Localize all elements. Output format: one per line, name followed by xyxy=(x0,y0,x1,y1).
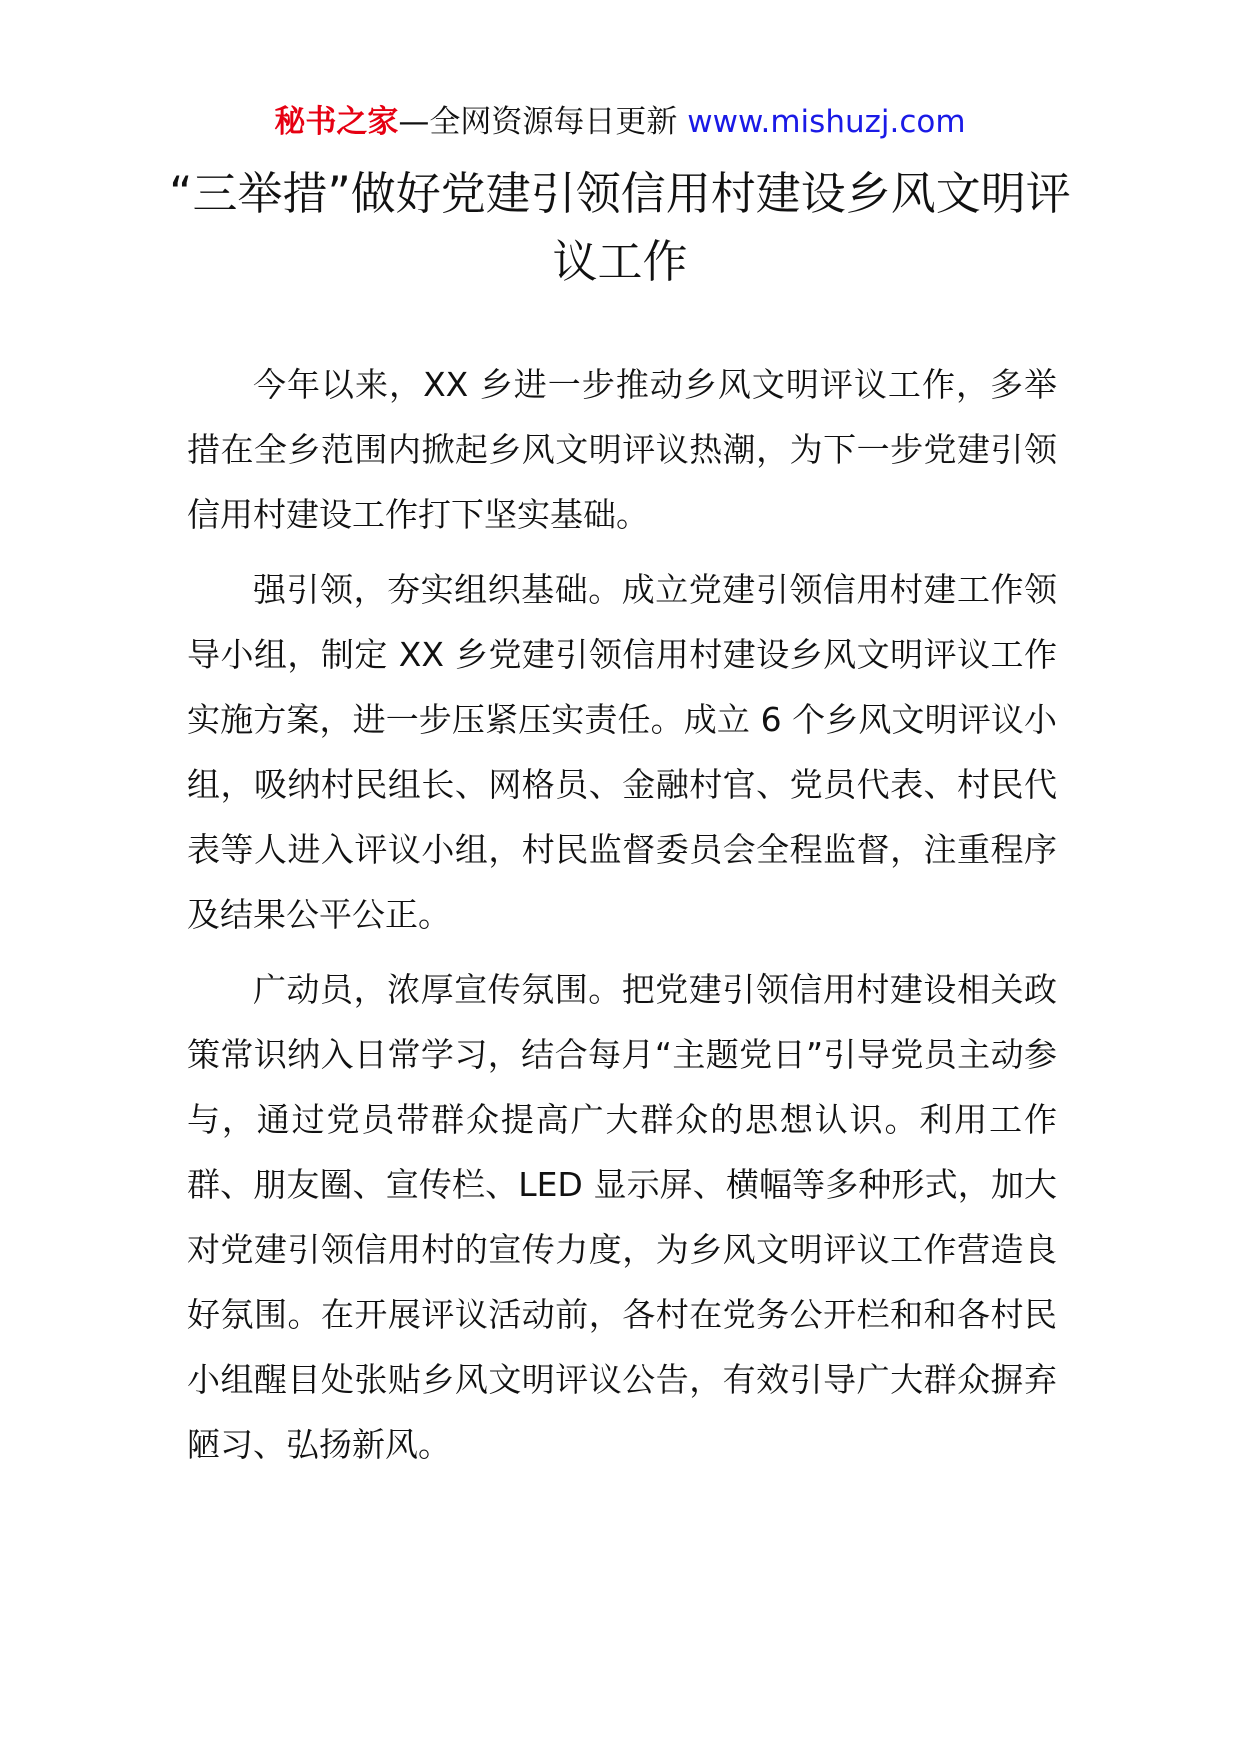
banner-slogan: —全网资源每日更新 xyxy=(398,104,678,140)
paragraph-intro: 今年以来，XX 乡进一步推动乡风文明评议工作，多举措在全乡范围内掀起乡风文明评议热潮，为下一步党建引领信用村建设工作打下坚实基础。 xyxy=(187,365,1057,534)
document-body xyxy=(187,352,1057,1487)
paragraph-mobilization: 广动员，浓厚宣传氛围。把党建引领信用村建设相关政策常识纳入日常学习，结合每月“主题党日”引导党员主动参与，通过党员带群众提高广大群众的思想认识。利用工作群、朋友圈、宣传栏、LED 显示屏、横幅等多种形式，加大对党建引领信用村的宣传力度，为乡风文明评议工作营造良好氛围。在开展评议活动前，各村在党务公开栏和和各村民小组醒目处张贴乡风文明评议公告，有效引导广大群众摒弃陋习、弘扬新风。 xyxy=(187,970,1057,1464)
site-url-link[interactable]: www.mishuzj.com xyxy=(687,104,966,140)
brand-name: 秘书之家 xyxy=(274,104,399,140)
document-title: “三举措”做好党建引领信用村建设乡风文明评议工作 xyxy=(169,167,1071,288)
site-banner xyxy=(0,100,1240,144)
paragraph-leadership: 强引领，夯实组织基础。成立党建引领信用村建工作领导小组，制定 XX 乡党建引领信用村建设乡风文明评议工作实施方案，进一步压紧压实责任。成立 6 个乡风文明评议小组，吸纳村民组长、网格员、金融村官、党员代表、村民代表等人进入评议小组，村民监督委员会全程监督，注重程序及结果公平公正。 xyxy=(187,570,1057,934)
